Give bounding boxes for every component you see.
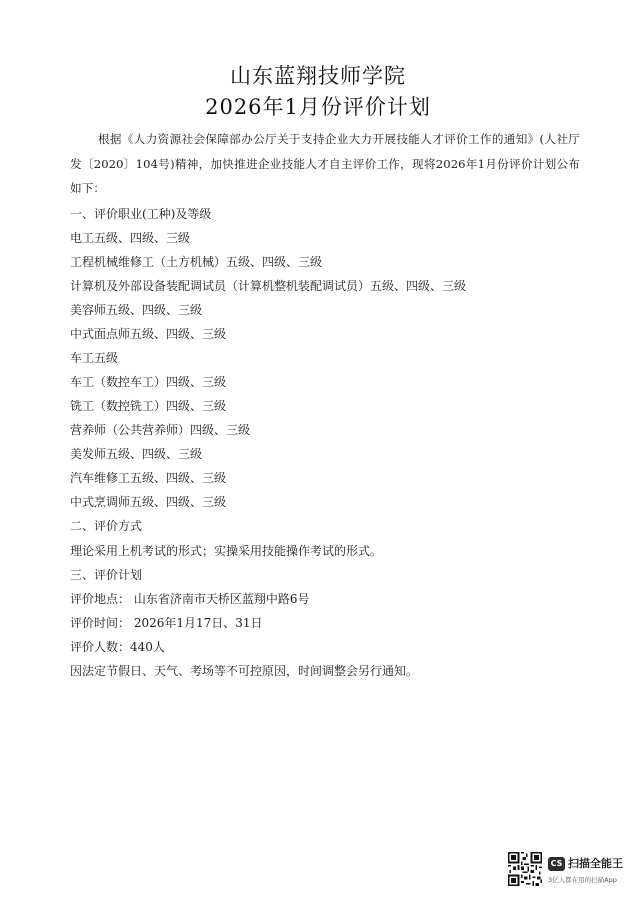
scanner-watermark xyxy=(508,852,626,892)
section-heading-occupations: 一、评价职业(工种)及等级 xyxy=(70,207,212,221)
occupation-item: 工程机械维修工（土方机械）五级、四级、三级 xyxy=(70,255,323,269)
occupation-item: 中式烹调师五级、四级、三级 xyxy=(70,495,227,509)
method-text: 理论采用上机考试的形式；实操采用技能操作考试的形式。 xyxy=(70,544,383,558)
plan-count: 评价人数：440人 xyxy=(70,640,165,654)
occupation-item: 电工五级、四级、三级 xyxy=(70,231,191,245)
scanner-slogan: 3亿人都在用的扫描App xyxy=(548,876,617,884)
occupation-item: 营养师（公共营养师）四级、三级 xyxy=(70,423,251,437)
qr-code-icon xyxy=(508,852,542,886)
occupation-item: 中式面点师五级、四级、三级 xyxy=(70,327,227,341)
plan-time: 评价时间： 2026年1月17日、31日 xyxy=(70,616,263,630)
camscanner-logo-icon: CS xyxy=(548,857,565,871)
occupation-item: 车工（数控车工）四级、三级 xyxy=(70,375,227,389)
occupation-item: 计算机及外部设备装配调试员（计算机整机装配调试员）五级、四级、三级 xyxy=(70,279,467,293)
plan-notice: 因法定节假日、天气、考场等不可控原因，时间调整会另行通知。 xyxy=(70,664,419,678)
document-subtitle: 2026年1月份评价计划 xyxy=(205,95,431,119)
occupation-item: 美容师五级、四级、三级 xyxy=(70,303,203,317)
occupation-item: 车工五级 xyxy=(70,351,119,365)
occupation-item: 汽车维修工五级、四级、三级 xyxy=(70,471,227,485)
scanner-app-name: 扫描全能王 xyxy=(568,857,623,870)
intro-paragraph: 根据《人力资源社会保障部办公厅关于支持企业大力开展技能人才评价工作的通知》(人社厅发〔2020〕104号)精神，加快推进企业技能人才自主评价工作，现将2026年1月份评价计划公布如下： xyxy=(70,132,580,195)
section-heading-plan: 三、评价计划 xyxy=(70,568,143,582)
plan-location: 评价地点： 山东省济南市天桥区蓝翔中路6号 xyxy=(70,592,310,606)
occupation-item: 美发师五级、四级、三级 xyxy=(70,447,203,461)
section-heading-method: 二、评价方式 xyxy=(70,519,143,533)
document-title: 山东蓝翔技师学院 xyxy=(230,64,406,88)
occupation-item: 铣工（数控铣工）四级、三级 xyxy=(70,399,227,413)
